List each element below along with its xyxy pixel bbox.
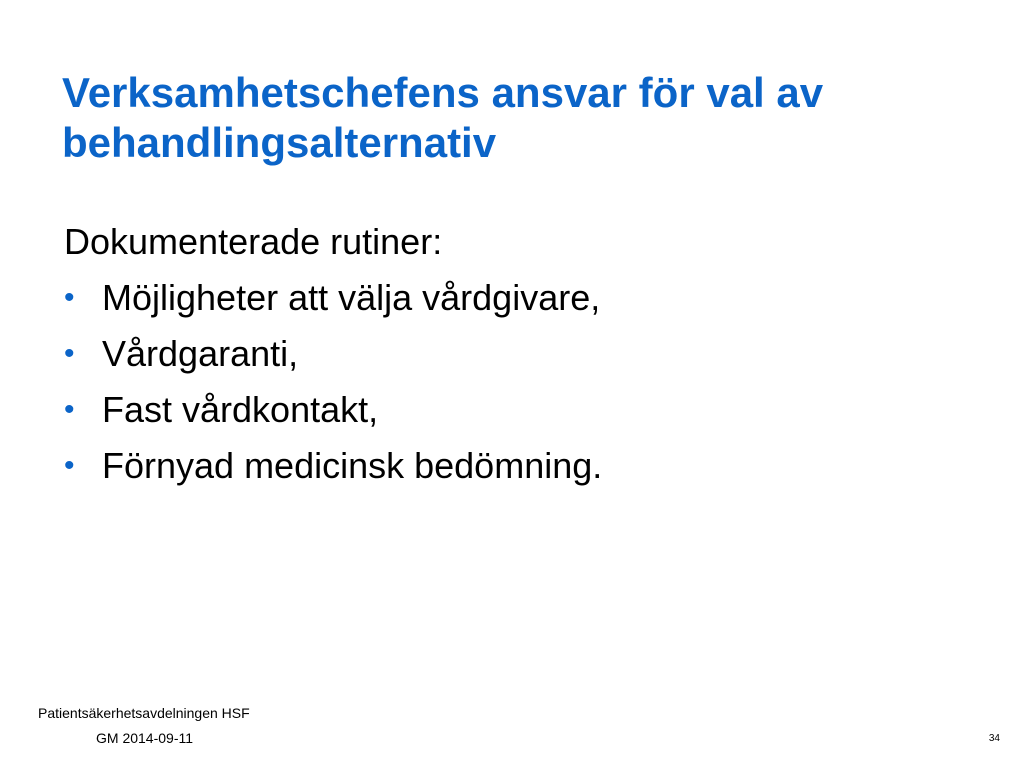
- intro-text: Dokumenterade rutiner:: [64, 221, 443, 262]
- page-number: 34: [988, 733, 1000, 744]
- bullet-icon: •: [64, 281, 75, 314]
- bullet-text: Förnyad medicinsk bedömning.: [102, 445, 603, 486]
- list-item: [64, 438, 964, 494]
- bullet-icon: •: [64, 337, 75, 370]
- bullet-icon: •: [64, 449, 75, 482]
- bullet-text: Vårdgaranti,: [102, 333, 299, 374]
- slide-body: [64, 214, 964, 494]
- title-line-2: behandlingsalternativ: [62, 119, 497, 166]
- list-item: [64, 382, 964, 438]
- bullet-icon: •: [64, 393, 75, 426]
- list-item: [64, 326, 964, 382]
- list-item: [64, 270, 964, 326]
- bullet-text: Möjligheter att välja vårdgivare,: [102, 277, 601, 318]
- slide-title: [62, 68, 962, 168]
- bullet-list: [64, 270, 964, 494]
- title-line-1: Verksamhetschefens ansvar för val av: [62, 69, 824, 116]
- footer-author-date: GM 2014-09-11: [96, 730, 194, 746]
- footer-organization: Patientsäkerhetsavdelningen HSF: [38, 705, 250, 721]
- bullet-text: Fast vårdkontakt,: [102, 389, 379, 430]
